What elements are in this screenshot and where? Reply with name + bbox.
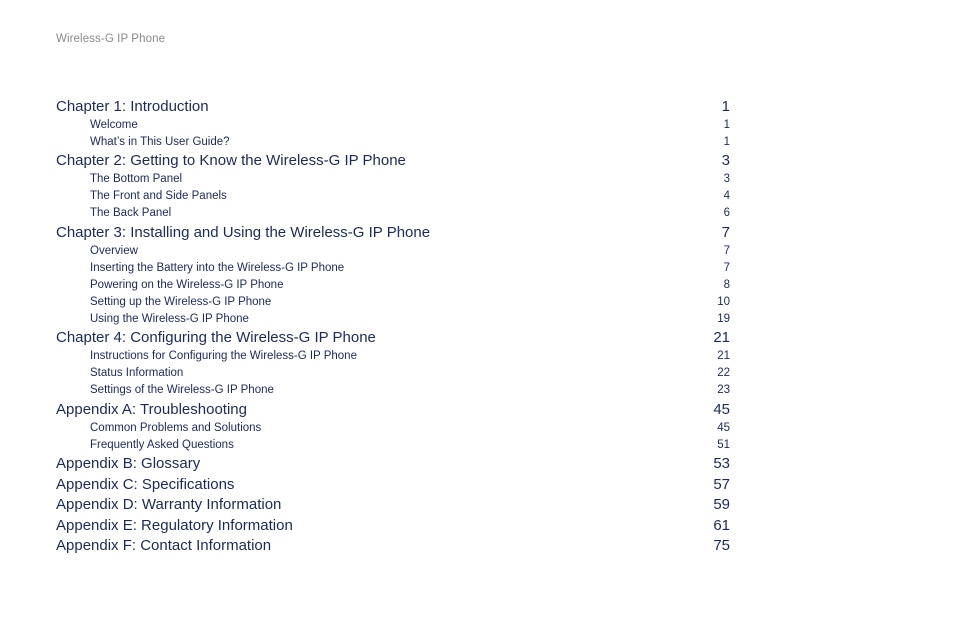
toc-chapter-entry[interactable] <box>56 151 730 171</box>
toc-section-entry[interactable] <box>56 294 730 311</box>
toc-page-number: 21 <box>713 329 730 346</box>
toc-chapter-title: Appendix D: Warranty Information <box>56 496 282 513</box>
toc-section-entry[interactable] <box>56 348 730 365</box>
toc-chapter-title: Appendix C: Specifications <box>56 475 235 493</box>
toc-chapter-entry[interactable] <box>56 97 730 117</box>
table-of-contents <box>56 96 730 556</box>
toc-section-entry[interactable] <box>56 243 730 260</box>
toc-page-number: 4 <box>723 190 730 202</box>
toc-section-entry[interactable] <box>56 171 730 188</box>
toc-page-number: 8 <box>723 278 730 291</box>
toc-chapter-title: Appendix E: Regulatory Information <box>56 516 293 534</box>
toc-chapter-title: Chapter 4: Configuring the Wireless-G IP Phone <box>56 329 376 346</box>
toc-section-title: Frequently Asked Questions <box>90 438 234 451</box>
toc-page-number: 57 <box>713 475 730 493</box>
toc-page-number: 1 <box>723 118 730 131</box>
toc-page-number: 10 <box>717 295 730 308</box>
toc-page-number: 7 <box>723 261 730 274</box>
toc-section-title: Status Information <box>90 367 184 379</box>
toc-chapter-entry[interactable] <box>56 328 730 348</box>
toc-page-number: 23 <box>717 384 730 396</box>
toc-section-entry[interactable] <box>56 382 730 399</box>
toc-section-entry[interactable] <box>56 134 730 151</box>
toc-page-number: 22 <box>717 367 730 379</box>
toc-section-title: Using the Wireless-G IP Phone <box>90 312 249 325</box>
toc-page-number: 3 <box>723 173 730 185</box>
toc-chapter-title: Chapter 1: Introduction <box>56 97 209 115</box>
toc-section-title: Powering on the Wireless-G IP Phone <box>90 278 284 291</box>
toc-page-number: 53 <box>713 455 730 472</box>
toc-section-title: Overview <box>90 244 138 257</box>
toc-section-entry[interactable] <box>56 277 730 294</box>
toc-page-number: 1 <box>721 97 730 115</box>
running-header: Wireless-G IP Phone <box>56 33 166 45</box>
toc-chapter-title: Appendix A: Troubleshooting <box>56 400 247 418</box>
toc-section-entry[interactable] <box>56 365 730 382</box>
toc-section-title: The Back Panel <box>90 207 172 219</box>
toc-section-entry[interactable] <box>56 117 730 134</box>
toc-chapter-entry[interactable] <box>56 454 730 474</box>
toc-chapter-entry[interactable] <box>56 400 730 420</box>
toc-section-entry[interactable] <box>56 311 730 328</box>
toc-chapter-entry[interactable] <box>56 475 730 495</box>
toc-section-entry[interactable] <box>56 437 730 454</box>
toc-chapter-title: Appendix F: Contact Information <box>56 537 272 554</box>
toc-section-title: Welcome <box>90 118 138 131</box>
toc-page-number: 75 <box>713 537 730 554</box>
toc-section-title: The Bottom Panel <box>90 173 183 185</box>
toc-section-entry[interactable] <box>56 420 730 437</box>
toc-chapter-entry[interactable] <box>56 223 730 243</box>
toc-section-title: Common Problems and Solutions <box>90 421 262 434</box>
toc-page-number: 45 <box>717 421 730 434</box>
toc-chapter-entry[interactable] <box>56 516 730 536</box>
toc-page-number: 19 <box>717 312 730 325</box>
toc-section-title: The Front and Side Panels <box>90 190 227 202</box>
toc-section-title: Setting up the Wireless-G IP Phone <box>90 295 272 308</box>
toc-section-entry[interactable] <box>56 188 730 205</box>
toc-chapter-entry[interactable] <box>56 495 730 515</box>
toc-page-number: 6 <box>723 207 730 219</box>
toc-page-number: 1 <box>723 135 730 148</box>
toc-page-number: 45 <box>713 400 730 418</box>
toc-page-number: 59 <box>713 496 730 513</box>
toc-section-title: Settings of the Wireless-G IP Phone <box>90 384 274 396</box>
toc-page-number: 7 <box>721 223 730 241</box>
toc-chapter-title: Chapter 3: Installing and Using the Wireless-G IP Phone <box>56 223 431 241</box>
toc-section-entry[interactable] <box>56 260 730 277</box>
toc-page-number: 61 <box>713 516 730 534</box>
toc-section-title: What’s in This User Guide? <box>90 135 230 148</box>
toc-section-title: Inserting the Battery into the Wireless-G IP Phone <box>90 261 345 274</box>
toc-page-number: 51 <box>717 438 730 451</box>
toc-chapter-entry[interactable] <box>56 536 730 556</box>
toc-section-title: Instructions for Configuring the Wireless-G IP Phone <box>90 350 357 362</box>
toc-chapter-title: Appendix B: Glossary <box>56 455 201 472</box>
toc-chapter-title: Chapter 2: Getting to Know the Wireless-G IP Phone <box>56 152 406 169</box>
toc-page-number: 3 <box>721 152 730 169</box>
toc-section-entry[interactable] <box>56 205 730 222</box>
toc-page-number: 7 <box>723 244 730 257</box>
toc-page-number: 21 <box>717 350 730 362</box>
